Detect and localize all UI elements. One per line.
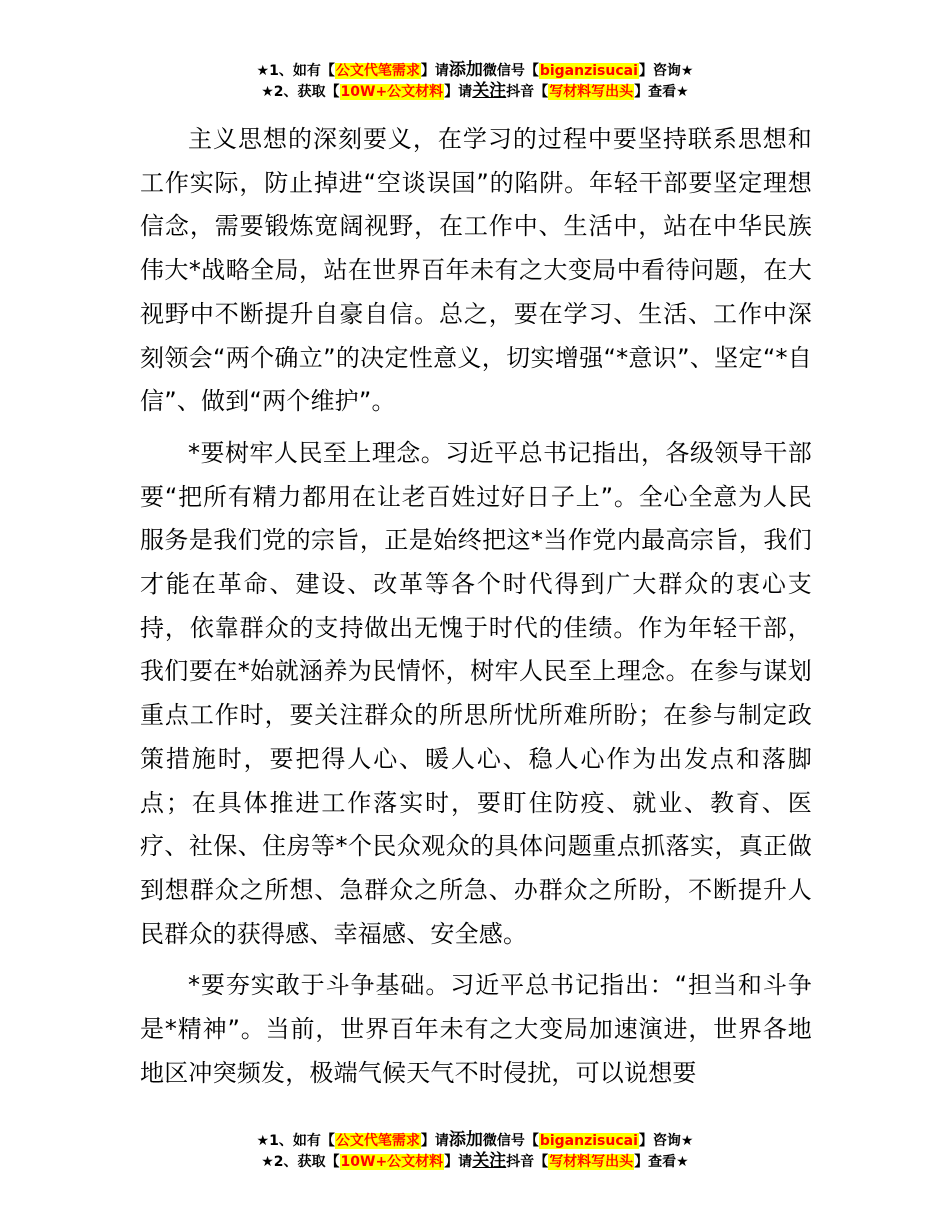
banner-highlight: 公文代笔需求 [335, 63, 420, 79]
banner-highlight: 公文代笔需求 [335, 1133, 420, 1149]
banner-emphasis: 添加 [448, 1130, 483, 1150]
banner-text: 微信号【 [482, 1133, 539, 1149]
banner-highlight: 写材料写出头 [549, 1154, 634, 1170]
banner-text: ★2、获取【 [261, 84, 340, 100]
banner-text: ★1、如有【 [256, 63, 335, 79]
banner-text: 】查看★ [634, 84, 689, 100]
banner-text: 】请 [444, 1154, 473, 1170]
paragraph: *要树牢人民至上理念。习近平总书记指出，各级领导干部要“把所有精力都用在让老百姓过好日子上”。全心全意为人民服务是我们党的宗旨，正是始终把这*当作党内最高宗旨，我们才能在革命、建设、改革等各个时代得到广大群众的衷心支持，依靠群众的支持做出无愧于时代的佳绩。作为年轻干部，我们要在*始就涵养为民情怀，树牢人民至上理念。在参与谋划重点工作时，要关注群众的所思所忧所难所盼；在参与制定政策措施时，要把得人心、暖人心、稳人心作为出发点和落脚点；在具体推进工作落实时，要盯住防疫、就业、教育、医疗、社保、住房等*个民众观众的具体问题重点抓落实，真正做到想群众之所想、急群众之所急、办群众之所盼，不断提升人民群众的获得感、幸福感、安全感。 [140, 438, 812, 948]
footer-banner-line-2 [0, 1151, 950, 1172]
banner-emphasis: 添加 [448, 60, 483, 80]
banner-text: 】请 [420, 1133, 449, 1149]
banner-text: 抖音【 [506, 84, 549, 100]
banner-emphasis: 关注 [472, 81, 507, 101]
paragraph: *要夯实敢于斗争基础。习近平总书记指出：“担当和斗争是*精神”。当前，世界百年未有之大变局加速演进，世界各地地区冲突频发，极端气候天气不时侵扰，可以说想要 [140, 971, 812, 1087]
footer-banner [0, 1130, 950, 1172]
banner-text: ★2、获取【 [261, 1154, 340, 1170]
banner-text: 】咨询★ [638, 63, 694, 79]
header-banner-line-1 [0, 60, 950, 81]
paragraph: 主义思想的深刻要义，在学习的过程中要坚持联系思想和工作实际，防止掉进“空谈误国”的陷阱。年轻干部要坚定理想信念，需要锻炼宽阔视野，在工作中、生活中，站在中华民族伟大*战略全局，站在世界百年未有之大变局中看待问题，在大视野中不断提升自豪自信。总之，要在学习、生活、工作中深刻领会“两个确立”的决定性意义，切实增强“*意识”、坚定“*自信”、做到“两个维护”。 [140, 125, 812, 416]
banner-emphasis: 关注 [472, 1151, 507, 1171]
banner-text: ★1、如有【 [256, 1133, 335, 1149]
banner-text: 】请 [420, 63, 449, 79]
header-banner [0, 60, 950, 102]
banner-text: 微信号【 [482, 63, 539, 79]
footer-banner-line-1 [0, 1130, 950, 1151]
banner-text: 】咨询★ [638, 1133, 694, 1149]
banner-highlight: 10W+公文材料 [340, 1154, 444, 1170]
banner-text: 】查看★ [634, 1154, 689, 1170]
banner-highlight: 10W+公文材料 [340, 84, 444, 100]
banner-highlight: 写材料写出头 [549, 84, 634, 100]
banner-text: 抖音【 [506, 1154, 549, 1170]
banner-text: 】请 [444, 84, 473, 100]
banner-highlight: biganzisucai [539, 63, 638, 79]
banner-highlight: biganzisucai [539, 1133, 638, 1149]
header-banner-line-2 [0, 81, 950, 102]
document-body [140, 118, 812, 1103]
